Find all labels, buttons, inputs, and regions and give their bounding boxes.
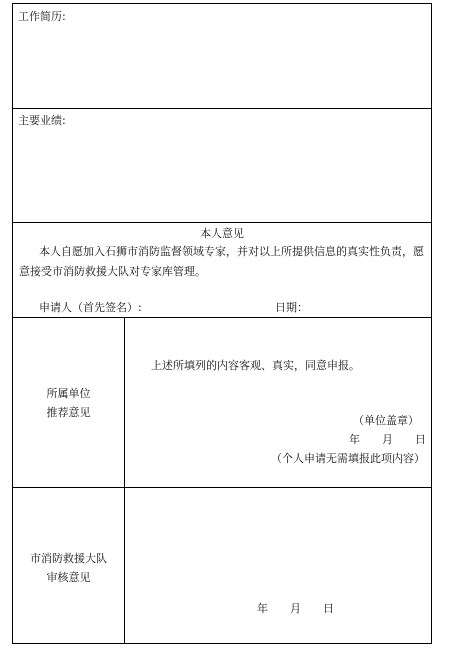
personal-opinion-statement: 本人自愿加入石狮市消防监督领域专家，并对以上所提供信息的真实性负责，愿意接受市消防救援大队对专家库管理。 xyxy=(19,245,424,278)
brigade-column-divider xyxy=(124,487,125,644)
unit-column-divider xyxy=(124,317,125,487)
personal-opinion-title: 本人意见 xyxy=(200,227,244,240)
divider-achievements xyxy=(13,222,431,223)
application-form xyxy=(12,3,432,644)
brigade-review-date: 年 月 日 xyxy=(257,602,334,615)
unit-recommendation-note: （个人申请无需填报此项内容） xyxy=(271,452,425,465)
divider-unit-recommendation xyxy=(13,487,431,488)
achievements-label: 主要业绩: xyxy=(18,114,66,127)
applicant-signature-label: 申请人（首先签名）: xyxy=(39,301,142,314)
divider-work-history xyxy=(13,108,431,109)
brigade-review-label-2: 审核意见 xyxy=(46,571,91,584)
unit-seal-label: （单位盖章） xyxy=(353,414,419,427)
brigade-review-label-1: 市消防救援大队 xyxy=(30,552,107,565)
personal-date-label: 日期： xyxy=(275,301,308,314)
unit-recommendation-date: 年 月 日 xyxy=(349,433,426,446)
unit-recommendation-label-1: 所属单位 xyxy=(46,387,91,400)
unit-recommendation-label-2: 推荐意见 xyxy=(46,406,91,419)
work-history-label: 工作简历: xyxy=(18,10,66,23)
unit-recommendation-statement: 上述所填列的内容客观、真实，同意申报。 xyxy=(151,359,360,372)
divider-personal-opinion xyxy=(13,317,431,318)
